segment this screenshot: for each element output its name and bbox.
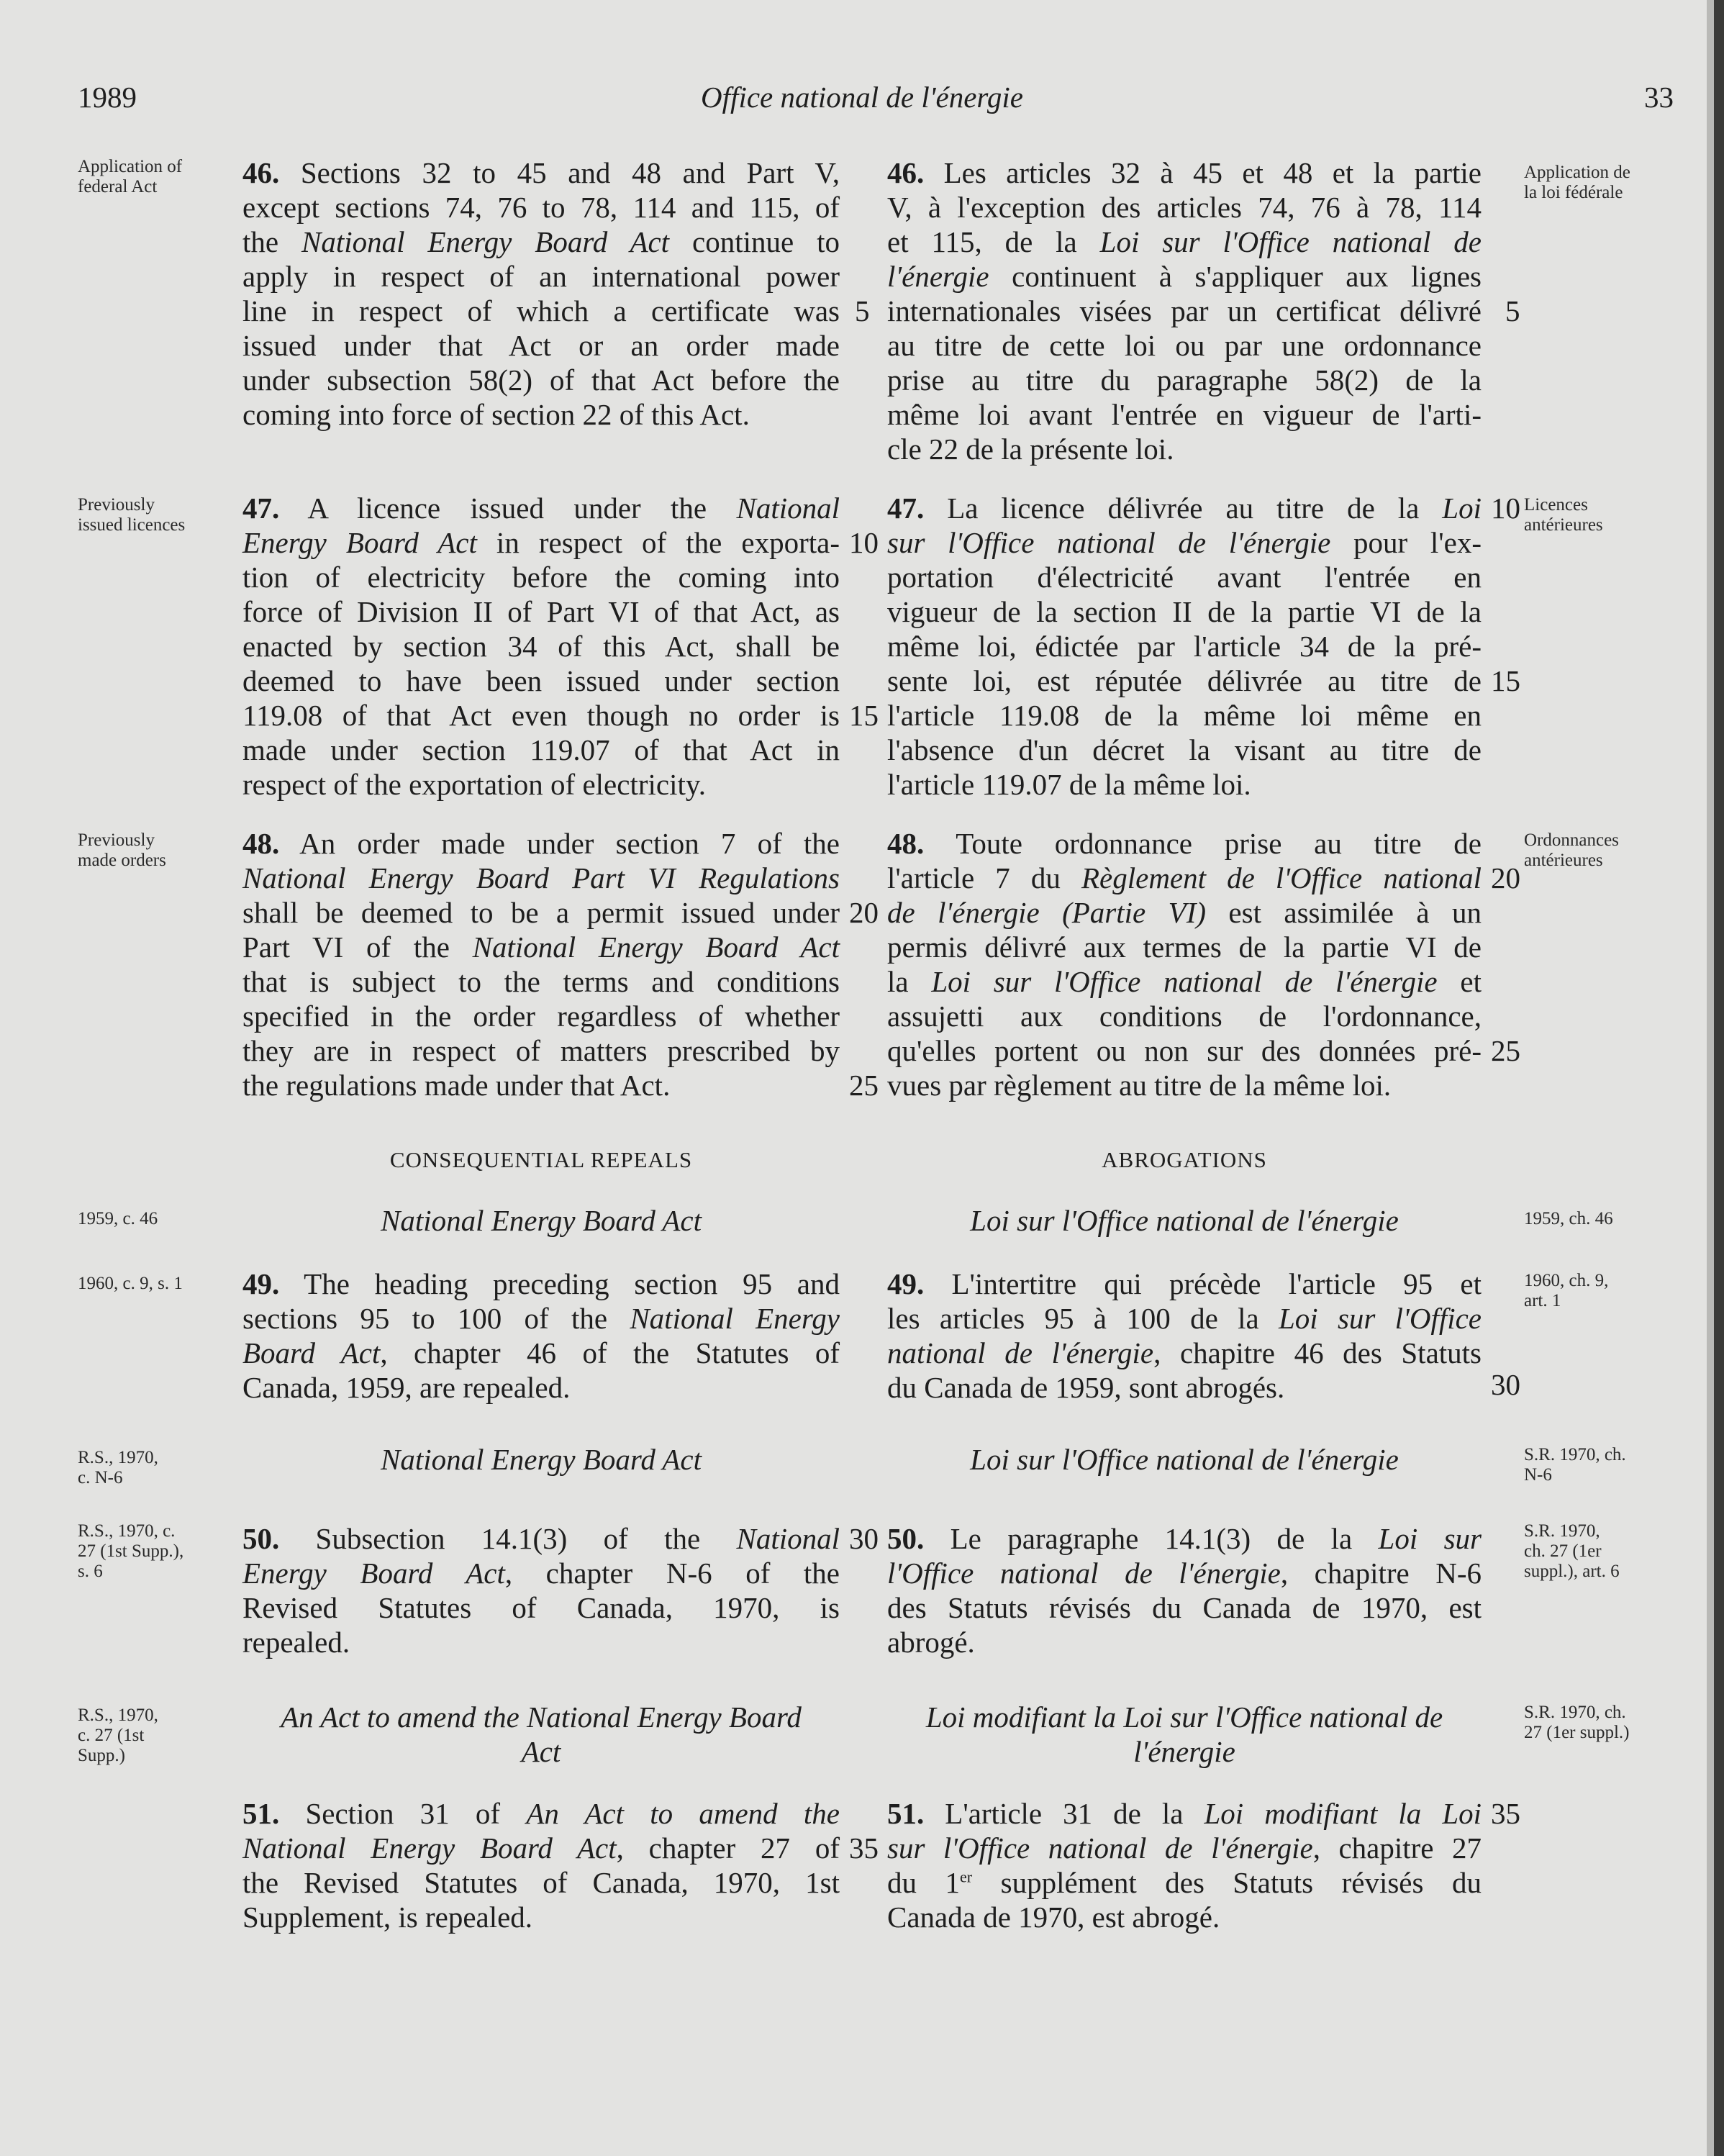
line-number-25: 25 (849, 1069, 879, 1102)
margin-note-s47-fr: Licences antérieures (1524, 495, 1603, 535)
line-number-15-right: 15 (1491, 664, 1520, 697)
section-50-en: 50. Subsection 14.1(3) of the National Energy Board Act, chapter N-6 of the Revised Statutes of Canada, 1970, is repealed. (242, 1522, 840, 1659)
section-48-en: 48. An order made under section 7 of the National Energy Board Part VI Regulations shall be deemed to be a permit issued under Part VI of the National Energy Board Act that is subject to the terms and conditions specified in the order regardless of whether they are in respect of matters prescribed by the regulations made under that Act. (242, 827, 840, 1102)
margin-note-s48-en: Previously made orders (78, 830, 166, 870)
line-number-15: 15 (849, 699, 879, 732)
line-number-35-right: 35 (1491, 1797, 1520, 1830)
section-51-en: 51. Section 31 of An Act to amend the National Energy Board Act, chapter 27 of the Revised Statutes of Canada, 1970, 1st Supplement, is repealed. (242, 1797, 840, 1934)
margin-note-act1-en: 1959, c. 46 (78, 1209, 158, 1228)
line-number-5: 5 (855, 294, 870, 327)
line-number-25-right: 25 (1491, 1034, 1520, 1067)
section-50-fr: 50. Le paragraphe 14.1(3) de la Loi sur l'Office national de l'énergie, chapitre N-6 des Statuts révisés du Canada de 1970, est abrogé. (887, 1522, 1482, 1659)
line-number-30-right: 30 (1491, 1368, 1520, 1401)
section-46-en: 46. Sections 32 to 45 and 48 and Part V, except sections 74, 76 to 78, 114 and 115, of the National Energy Board Act continue to apply in respect of an international power line in respect of which a certificate was issued under that Act or an order made under subsection 58(2) of that Act before the coming into force of section 22 of this Act. (242, 156, 840, 431)
section-47-en: 47. A licence issued under the National Energy Board Act in respect of the exporta- tion of electricity before the coming into force of Division II of Part VI of that Act, as enacted by section 34 of this Act, shall be deemed to have been issued under section 119.08 of that Act even though no order is made under section 119.07 of that Act in respect of the exportation of electricity. (242, 492, 840, 801)
heading-act2-fr: Loi sur l'Office national de l'énergie (970, 1443, 1399, 1476)
line-number-35: 35 (849, 1831, 879, 1865)
section-49-en: 49. The heading preceding section 95 and sections 95 to 100 of the National Energy Board Act, chapter 46 of the Statutes of Canada, 1959, are repealed. (242, 1267, 840, 1404)
line-number-30: 30 (849, 1522, 879, 1555)
section-47-fr: 47. La licence délivrée au titre de la Loi sur l'Office national de l'énergie pour l'ex- portation d'électricité avant l'entrée en vigueur de la section II de la partie VI de la même loi, édictée par l'article 34 de la pré- sente loi, est réputée délivrée au titre de l'article 119.08 de la même loi même en l'absence d'un décret la visant au titre de l'article 119.07 de la même loi. (887, 492, 1482, 801)
section-51-fr: 51. L'article 31 de la Loi modifiant la Loi sur l'Office national de l'énergie, chapitre 27 du 1er supplément des Statuts révisés du Canada de 1970, est abrogé. (887, 1797, 1482, 1934)
page-edge-shadow (1707, 0, 1714, 2156)
section-48-fr: 48. Toute ordonnance prise au titre de l'article 7 du Règlement de l'Office national de l'énergie (Partie VI) est assimilée à un permis délivré aux termes de la partie VI de la Loi sur l'Office national de l'énergie et assujetti aux conditions de l'ordonnance, qu'elles portent ou non sur des données pré- vues par règlement au titre de la même loi. (887, 827, 1482, 1102)
margin-note-act3-en: R.S., 1970, c. 27 (1st Supp.) (78, 1706, 158, 1765)
margin-note-act1-fr: 1959, ch. 46 (1524, 1209, 1613, 1228)
heading-act3-en: An Act to amend the National Energy Board Act (281, 1700, 802, 1768)
heading-act3-fr: Loi modifiant la Loi sur l'Office national de l'énergie (925, 1700, 1443, 1768)
margin-note-s46-en: Application of federal Act (78, 157, 183, 196)
section-46-fr: 46. Les articles 32 à 45 et 48 et la partie V, à l'exception des articles 74, 76 à 78, 114 et 115, de la Loi sur l'Office national de l'énergie continuent à s'appliquer aux lignes internationales visées par un certificat délivré au titre de cette loi ou par une ordonnance prise au titre du paragraphe 58(2) de la même loi avant l'entrée en vigueur de l'arti- cle 22 de la présente loi. (887, 156, 1482, 466)
margin-note-s47-en: Previously issued licences (78, 495, 186, 535)
header-title: Office national de l'énergie (701, 81, 1023, 114)
margin-note-act2-en: R.S., 1970, c. N-6 (78, 1448, 158, 1487)
margin-note-s48-fr: Ordonnances antérieures (1524, 830, 1619, 870)
line-number-5-right: 5 (1505, 294, 1520, 327)
margin-note-s49-fr: 1960, ch. 9, art. 1 (1524, 1271, 1609, 1310)
line-number-10-right: 10 (1491, 492, 1520, 525)
heading-act1-en: National Energy Board Act (380, 1204, 702, 1237)
heading-act2-en: National Energy Board Act (380, 1443, 702, 1476)
margin-note-s50-fr: S.R. 1970, ch. 27 (1er suppl.), art. 6 (1524, 1521, 1620, 1581)
heading-act1-fr: Loi sur l'Office national de l'énergie (970, 1204, 1399, 1237)
line-number-10: 10 (849, 526, 879, 559)
line-number-20: 20 (849, 896, 879, 929)
margin-note-s46-fr: Application de la loi fédérale (1524, 163, 1630, 202)
margin-note-s49-en: 1960, c. 9, s. 1 (78, 1274, 183, 1293)
heading-abrogations: ABROGATIONS (1102, 1147, 1267, 1172)
header-year: 1989 (78, 81, 137, 114)
page-edge (1714, 0, 1724, 2156)
margin-note-s50-en: R.S., 1970, c. 27 (1st Supp.), s. 6 (78, 1521, 184, 1581)
page-number: 33 (1644, 81, 1674, 114)
section-49-fr: 49. L'intertitre qui précède l'article 95 et les articles 95 à 100 de la Loi sur l'Office national de l'énergie, chapitre 46 des Statuts du Canada de 1959, sont abrogés. (887, 1267, 1482, 1404)
line-number-20-right: 20 (1491, 861, 1520, 894)
margin-note-act3-fr: S.R. 1970, ch. 27 (1er suppl.) (1524, 1703, 1630, 1742)
heading-consequential-repeals: CONSEQUENTIAL REPEALS (389, 1147, 693, 1172)
margin-note-act2-fr: S.R. 1970, ch. N-6 (1524, 1445, 1626, 1485)
